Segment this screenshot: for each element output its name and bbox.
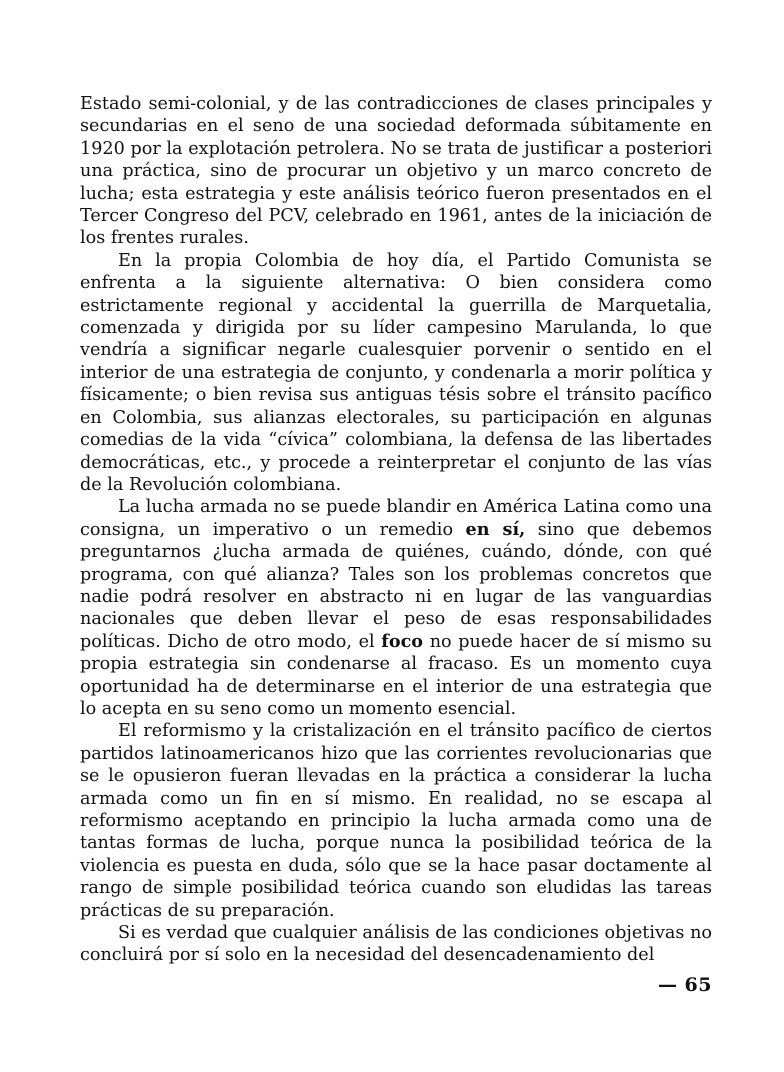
- body-paragraph: [80, 93, 712, 250]
- page-body-text: [80, 93, 712, 967]
- emphasis-text: en sí,: [465, 518, 526, 540]
- body-paragraph: [80, 720, 712, 922]
- paragraph-text: no puede hacer de sí mismo su propia estrategia sin condenarse al fracaso. Es un momento cuya oportunidad ha de determinarse en el interior de una estrategia que lo acepta en su seno como un momento esencial.: [80, 631, 712, 719]
- paragraph-text: Estado semi-colonial, y de las contradicciones de clases principales y secundarias en el seno de una sociedad deformada súbitamente en 1920 por la explotación petrolera. No se trata de justificar a posteriori una práctica, sino de procurar un objetivo y un marco concreto de lucha; esta estrategia y este análisis teórico fueron presentados en el Tercer Congreso del PCV, celebrado en 1961, antes de la iniciación de los frentes rurales.: [80, 94, 712, 249]
- paragraph-text: sino que debemos preguntarnos ¿lucha armada de quiénes, cuándo, dónde, con qué programa, con qué alianza? Tales son los problemas concretos que nadie podrá resolver en abstracto ni en lugar de las vanguardias nacionales que deben llevar el peso de esas responsabilidades políticas. Dicho de otro modo, el: [80, 519, 712, 652]
- page-number: — 65: [657, 974, 712, 996]
- paragraph-text: En la propia Colombia de hoy día, el Partido Comunista se enfrenta a la siguiente alternativa: O bien considera como estrictamente regional y accidental la guerrilla de Marquetalia, comenzada y dirigida por su líder campesino Marulanda, lo que vendría a significar negarle cualesquier porvenir o sentido en el interior de una estrategia de conjunto, y condenarla a morir política y físicamente; o bien revisa sus antiguas tésis sobre el tránsito pacífico en Colombia, sus alianzas electorales, su participación en algunas comedias de la vida “cívica” colombiana, la defensa de las libertades democráticas, etc., y procede a reinterpretar el conjunto de las vías de la Revolución colombiana.: [80, 250, 712, 495]
- emphasis-text: foco: [381, 630, 424, 652]
- paragraph-text: Si es verdad que cualquier análisis de las condiciones objetivas no concluirá por sí solo en la necesidad del desencadenamiento del: [80, 923, 712, 966]
- body-paragraph: [80, 250, 712, 496]
- paragraph-text: El reformismo y la cristalización en el tránsito pacífico de ciertos partidos latinoamericanos hizo que las corrientes revolucionarias que se le opusieron fueran llevadas en la práctica a considerar la lucha armada como un fin en sí mismo. En realidad, no se escapa al reformismo aceptando en principio la lucha armada como una de tantas formas de lucha, porque nunca la posibilidad teórica de la violencia es puesta en duda, sólo que se la hace pasar doctamente al rango de simple posibilidad teórica cuando son eludidas las tareas prácticas de su preparación.: [80, 721, 712, 921]
- body-paragraph: [80, 496, 712, 720]
- paragraph-text: La lucha armada no se puede blandir en América Latina como una consigna, un imperativo o un remedio: [80, 497, 712, 540]
- body-paragraph: [80, 922, 712, 967]
